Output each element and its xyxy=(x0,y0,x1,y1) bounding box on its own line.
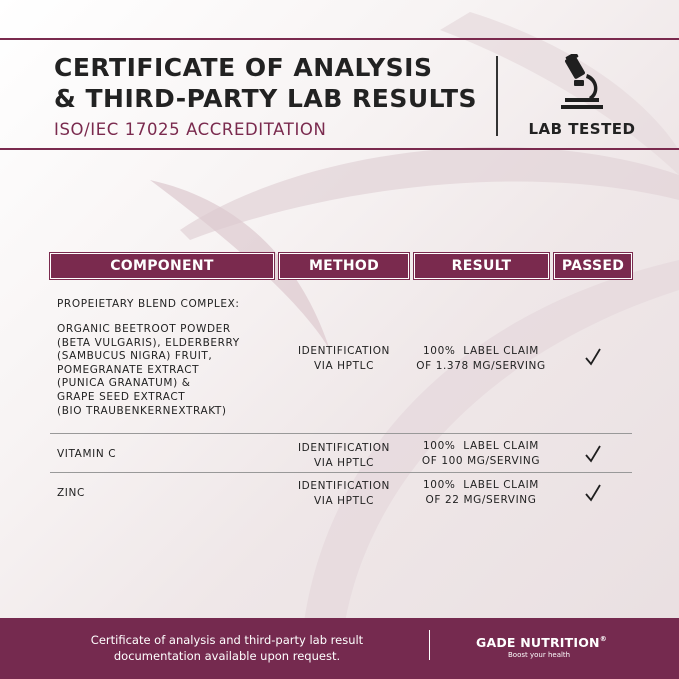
header-divider xyxy=(496,56,498,136)
top-rule xyxy=(0,38,679,40)
brand-logo xyxy=(476,635,607,659)
check-icon xyxy=(584,484,602,502)
footer-note: Certificate of analysis and third-party lab result documentation available upon request. xyxy=(90,633,364,663)
col-header-method: METHOD xyxy=(279,253,409,279)
component-title: ZINC xyxy=(57,487,85,499)
page-title-line1: CERTIFICATE OF ANALYSIS xyxy=(54,53,433,82)
check-icon xyxy=(584,348,602,366)
component-title: PROPEIETARY BLEND COMPLEX: xyxy=(57,298,240,310)
component-detail: ORGANIC BEETROOT POWDER (BETA VULGARIS), ELDERBERRY (SAMBUCUS NIGRA) FRUIT, POMEGRANATE EXTRACT (PUNICA GRANATUM) & GRAPE SEED EXTRACT (BIO TRAUBENKERNEXTRAKT) xyxy=(57,323,240,417)
method-value: IDENTIFICATION VIA HPTLC xyxy=(297,442,391,469)
lab-tested-label: LAB TESTED xyxy=(528,120,636,138)
footer xyxy=(0,618,679,679)
brand-tagline: Boost your health xyxy=(508,651,571,659)
method-value: IDENTIFICATION VIA HPTLC xyxy=(297,345,391,372)
row-divider xyxy=(50,433,632,434)
brand-name: GADE NUTRITION® xyxy=(476,635,607,650)
microscope-icon xyxy=(557,54,605,112)
col-header-result: RESULT xyxy=(414,253,549,279)
result-value: 100% LABEL CLAIM OF 1.378 MG/SERVING xyxy=(416,345,546,372)
footer-divider xyxy=(429,630,430,660)
col-header-component: COMPONENT xyxy=(50,253,274,279)
bottom-rule xyxy=(0,148,679,150)
result-value: 100% LABEL CLAIM OF 22 MG/SERVING xyxy=(423,479,539,506)
col-header-passed: PASSED xyxy=(554,253,632,279)
result-value: 100% LABEL CLAIM OF 100 MG/SERVING xyxy=(421,440,541,467)
method-value: IDENTIFICATION VIA HPTLC xyxy=(297,480,391,507)
row-divider xyxy=(50,472,632,473)
component-title: VITAMIN C xyxy=(57,448,117,460)
header xyxy=(54,52,484,139)
accreditation-subtitle: ISO/IEC 17025 ACCREDITATION xyxy=(54,120,327,139)
page-title-line2: & THIRD-PARTY LAB RESULTS xyxy=(54,84,478,113)
check-icon xyxy=(584,445,602,463)
